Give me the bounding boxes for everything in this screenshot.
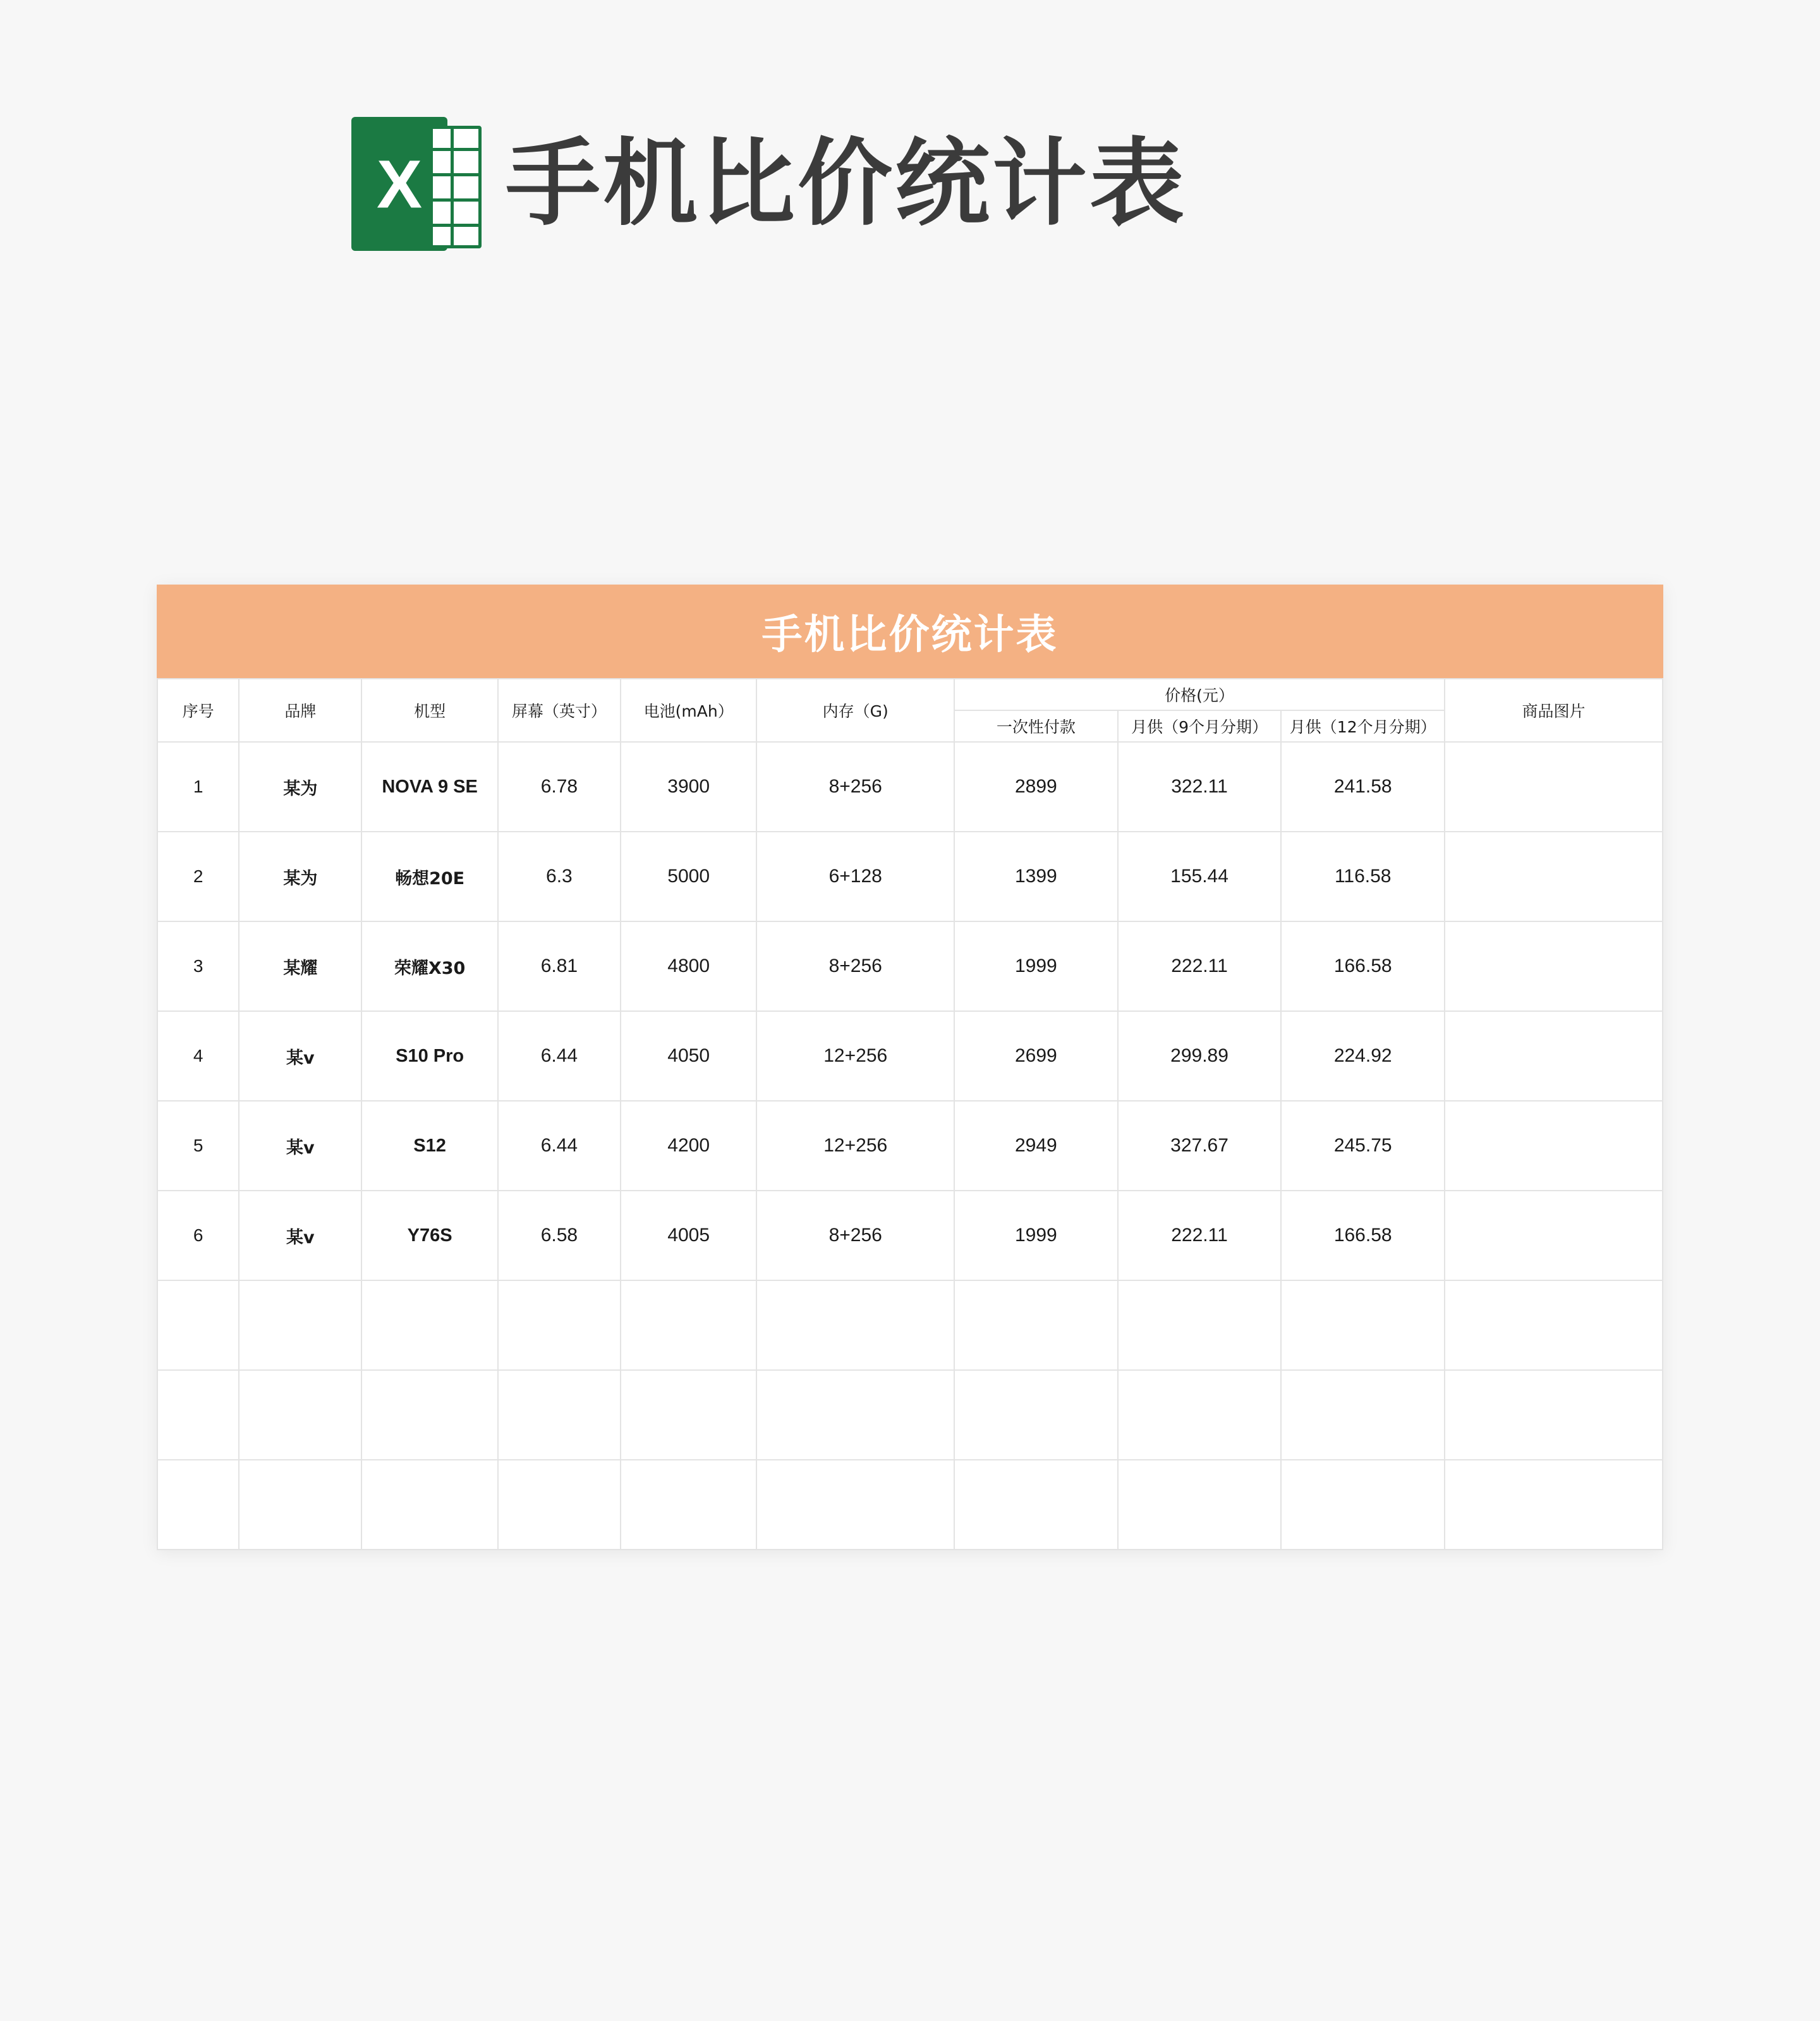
cell-index[interactable] (157, 1280, 239, 1370)
cell-battery[interactable]: 4800 (621, 921, 757, 1011)
cell-model[interactable] (361, 1280, 498, 1370)
cell-price-once[interactable] (954, 1460, 1118, 1550)
cell-memory[interactable]: 8+256 (756, 921, 954, 1011)
table-banner-title: 手机比价统计表 (761, 612, 1059, 658)
cell-price-9m[interactable]: 222.11 (1118, 921, 1282, 1011)
cell-price-12m[interactable]: 241.58 (1281, 742, 1445, 832)
cell-brand[interactable]: 某为 (239, 742, 361, 832)
cell-image[interactable] (1445, 1460, 1663, 1550)
excel-file-icon (351, 117, 478, 251)
cell-index[interactable]: 4 (157, 1011, 239, 1101)
cell-model[interactable]: S12 (361, 1101, 498, 1191)
cell-model[interactable]: S10 Pro (361, 1011, 498, 1101)
cell-brand[interactable]: 某v (239, 1011, 361, 1101)
cell-price-12m[interactable]: 166.58 (1281, 921, 1445, 1011)
cell-image[interactable] (1445, 1370, 1663, 1460)
cell-price-9m[interactable]: 299.89 (1118, 1011, 1282, 1101)
cell-price-once[interactable]: 1999 (954, 921, 1118, 1011)
column-header-battery: 电池(mAh） (621, 679, 757, 742)
column-header-brand: 品牌 (239, 679, 361, 742)
spreadsheet-card (157, 585, 1663, 1550)
cell-brand[interactable] (239, 1460, 361, 1550)
excel-icon-letter: X (376, 145, 423, 222)
cell-screen[interactable]: 6.78 (498, 742, 621, 832)
cell-index[interactable] (157, 1460, 239, 1550)
cell-battery[interactable]: 3900 (621, 742, 757, 832)
cell-model[interactable] (361, 1460, 498, 1550)
cell-index[interactable]: 6 (157, 1191, 239, 1280)
cell-image[interactable] (1445, 921, 1663, 1011)
table-row (157, 1280, 1663, 1370)
cell-brand[interactable]: 某耀 (239, 921, 361, 1011)
cell-index[interactable]: 1 (157, 742, 239, 832)
cell-battery[interactable]: 5000 (621, 832, 757, 921)
price-comparison-table (157, 678, 1663, 1550)
cell-memory[interactable]: 8+256 (756, 1191, 954, 1280)
column-header-price-12m: 月供（12个月分期） (1281, 710, 1445, 742)
cell-price-once[interactable] (954, 1370, 1118, 1460)
cell-screen[interactable]: 6.3 (498, 832, 621, 921)
column-header-model: 机型 (361, 679, 498, 742)
cell-index[interactable] (157, 1370, 239, 1460)
table-row (157, 1011, 1663, 1101)
cell-price-once[interactable] (954, 1280, 1118, 1370)
cell-battery[interactable] (621, 1460, 757, 1550)
cell-price-9m[interactable] (1118, 1370, 1282, 1460)
cell-index[interactable]: 5 (157, 1101, 239, 1191)
column-header-memory: 内存（G) (756, 679, 954, 742)
cell-screen[interactable]: 6.58 (498, 1191, 621, 1280)
cell-screen[interactable] (498, 1280, 621, 1370)
cell-price-12m[interactable] (1281, 1370, 1445, 1460)
cell-price-once[interactable]: 2899 (954, 742, 1118, 832)
cell-image[interactable] (1445, 832, 1663, 921)
table-row (157, 1101, 1663, 1191)
cell-brand[interactable]: 某v (239, 1191, 361, 1280)
cell-memory[interactable]: 12+256 (756, 1011, 954, 1101)
cell-price-once[interactable]: 1999 (954, 1191, 1118, 1280)
cell-battery[interactable]: 4050 (621, 1011, 757, 1101)
cell-price-12m[interactable]: 224.92 (1281, 1011, 1445, 1101)
cell-price-12m[interactable]: 245.75 (1281, 1101, 1445, 1191)
cell-price-12m[interactable] (1281, 1460, 1445, 1550)
cell-memory[interactable] (756, 1280, 954, 1370)
cell-memory[interactable]: 6+128 (756, 832, 954, 921)
cell-model[interactable] (361, 1370, 498, 1460)
cell-memory[interactable]: 12+256 (756, 1101, 954, 1191)
cell-model[interactable]: NOVA 9 SE (361, 742, 498, 832)
cell-index[interactable]: 3 (157, 921, 239, 1011)
column-header-screen: 屏幕（英寸） (498, 679, 621, 742)
cell-memory[interactable]: 8+256 (756, 742, 954, 832)
cell-memory[interactable] (756, 1460, 954, 1550)
column-header-price-9m: 月供（9个月分期） (1118, 710, 1282, 742)
cell-brand[interactable]: 某v (239, 1101, 361, 1191)
column-header-image: 商品图片 (1445, 679, 1663, 742)
cell-screen[interactable]: 6.81 (498, 921, 621, 1011)
cell-price-9m[interactable] (1118, 1460, 1282, 1550)
cell-memory[interactable] (756, 1370, 954, 1460)
cell-price-12m[interactable] (1281, 1280, 1445, 1370)
cell-model[interactable]: 畅想20E (361, 832, 498, 921)
cell-image[interactable] (1445, 1011, 1663, 1101)
cell-index[interactable]: 2 (157, 832, 239, 921)
cell-brand[interactable] (239, 1280, 361, 1370)
cell-battery[interactable]: 4005 (621, 1191, 757, 1280)
cell-battery[interactable]: 4200 (621, 1101, 757, 1191)
cell-image[interactable] (1445, 1191, 1663, 1280)
cell-price-12m[interactable]: 116.58 (1281, 832, 1445, 921)
cell-price-9m[interactable]: 327.67 (1118, 1101, 1282, 1191)
table-header (157, 679, 1663, 742)
cell-brand[interactable] (239, 1370, 361, 1460)
cell-screen[interactable] (498, 1460, 621, 1550)
cell-image[interactable] (1445, 742, 1663, 832)
cell-price-12m[interactable]: 166.58 (1281, 1191, 1445, 1280)
cell-price-9m[interactable]: 222.11 (1118, 1191, 1282, 1280)
table-row (157, 742, 1663, 832)
cell-screen[interactable]: 6.44 (498, 1011, 621, 1101)
cell-model[interactable]: Y76S (361, 1191, 498, 1280)
table-row (157, 832, 1663, 921)
table-row (157, 1460, 1663, 1550)
cell-price-9m[interactable]: 322.11 (1118, 742, 1282, 832)
excel-icon-grid (430, 126, 482, 248)
cell-battery[interactable] (621, 1280, 757, 1370)
column-header-price-once: 一次性付款 (954, 710, 1118, 742)
page-title: 手机比价统计表 (506, 129, 1187, 239)
column-header-index: 序号 (157, 679, 239, 742)
document-header (351, 111, 1187, 257)
cell-screen[interactable]: 6.44 (498, 1101, 621, 1191)
cell-battery[interactable] (621, 1370, 757, 1460)
cell-price-9m[interactable] (1118, 1280, 1282, 1370)
table-row (157, 921, 1663, 1011)
table-body (157, 742, 1663, 1550)
cell-model[interactable]: 荣耀X30 (361, 921, 498, 1011)
cell-price-once[interactable]: 1399 (954, 832, 1118, 921)
cell-price-once[interactable]: 2949 (954, 1101, 1118, 1191)
column-header-price-group: 价格(元） (954, 679, 1445, 710)
cell-screen[interactable] (498, 1370, 621, 1460)
cell-price-once[interactable]: 2699 (954, 1011, 1118, 1101)
table-banner (157, 585, 1663, 678)
table-row (157, 1191, 1663, 1280)
table-row (157, 1370, 1663, 1460)
cell-price-9m[interactable]: 155.44 (1118, 832, 1282, 921)
cell-image[interactable] (1445, 1101, 1663, 1191)
cell-brand[interactable]: 某为 (239, 832, 361, 921)
cell-image[interactable] (1445, 1280, 1663, 1370)
